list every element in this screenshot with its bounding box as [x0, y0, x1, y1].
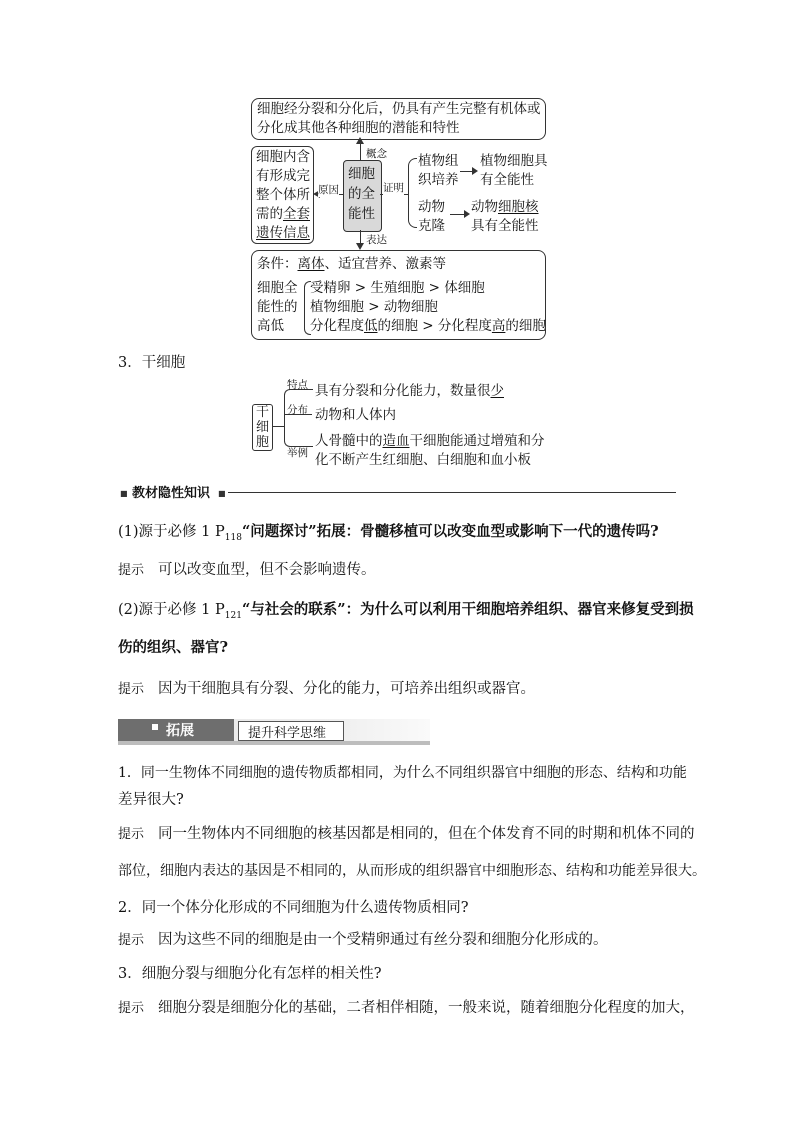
- ext-a3-text: 细胞分裂是细胞分化的基础，二者相伴相随，一般来说，随着细胞分化程度的加大，: [158, 1000, 695, 1016]
- reason-box: [251, 146, 314, 244]
- dots-right-icon: ■: [218, 489, 226, 498]
- ext-q2: 2．同一个体分化形成的不同细胞为什么遗传物质相同?: [118, 900, 469, 916]
- label-example: 举例: [287, 447, 308, 459]
- subtitle-label: 提升科学思维: [248, 726, 327, 741]
- subtitle-box: [238, 721, 344, 741]
- condition-label: 条件：: [257, 256, 298, 272]
- label-feature: 特点: [287, 379, 308, 391]
- few-underlined: 少: [490, 383, 504, 399]
- reason-line: 需的全套: [256, 206, 310, 222]
- section-header: 教材隐性知识: [132, 486, 211, 501]
- definition-line-1: 细胞经分裂和分化后，仍具有产生完整有机体或: [257, 101, 541, 117]
- ext-a1-text: 同一生物体内不同细胞的核基因都是相同的，但在个体发育不同的时期和机体不同的: [158, 826, 695, 842]
- definition-box: [251, 98, 546, 140]
- low-underlined: 低: [364, 318, 378, 334]
- q1-page: 118: [224, 532, 242, 543]
- distribution-text: 动物和人体内: [315, 407, 396, 423]
- hint-label: 提示: [118, 1001, 145, 1016]
- reason-line: 整个体所: [256, 187, 310, 203]
- level-line-2: 植物细胞 > 动物细胞: [310, 299, 438, 315]
- level-line-3: [310, 317, 546, 336]
- feature-part: 具有分裂和分化能力，数量很: [315, 383, 491, 399]
- condition-rest: 、适宜营养、激素等: [324, 256, 446, 272]
- hint-label: 提示: [118, 682, 145, 697]
- reason-line: 有形成完: [256, 168, 310, 184]
- root-char: 细: [256, 420, 270, 435]
- hint-label: 提示: [118, 563, 145, 578]
- arrow-down-icon: [356, 243, 364, 250]
- hint-label: 提示: [118, 827, 145, 842]
- section-title-stem-cell: 3．干细胞: [118, 355, 186, 371]
- stem-cell-root-box: [252, 404, 273, 451]
- level3-part: 分化程度: [310, 318, 364, 334]
- hidden-q1: [118, 520, 659, 543]
- a2-text: 因为干细胞具有分裂、分化的能力，可培养出组织或器官。: [158, 681, 536, 697]
- definition-line-2: 分化成其他各种细胞的潜能和特性: [257, 120, 460, 136]
- hint-label: 提示: [118, 933, 145, 948]
- ext-q3: 3．细胞分裂与细胞分化有怎样的相关性?: [118, 966, 382, 982]
- ext-a3: [118, 996, 695, 1017]
- arrow-right-icon: [472, 167, 478, 175]
- ext-a2-text: 因为这些不同的细胞是由一个受精卵通过有丝分裂和细胞分化形成的。: [158, 932, 608, 948]
- condition-line: [257, 255, 446, 274]
- brace-proof: [408, 158, 417, 228]
- dots-left-icon: ■: [120, 489, 129, 498]
- q2-prefix: (2)源于必修 1 P: [118, 602, 225, 618]
- ext-a2: [118, 928, 608, 949]
- label-reason: 原因: [318, 184, 339, 196]
- feature-text: [315, 382, 504, 401]
- q1-text: “问题探讨”拓展：骨髓移植可以改变血型或影响下一代的遗传吗?: [241, 523, 659, 540]
- label-concept: 概念: [366, 148, 387, 160]
- q2-page: 121: [224, 610, 242, 621]
- root-char: 干: [256, 405, 270, 420]
- example-line-1: 人骨髓中的造血干细胞能通过增殖和分: [315, 433, 545, 449]
- animal-result-line: 具有全能性: [471, 218, 539, 234]
- extension-badge: [118, 719, 234, 741]
- hidden-a1: [118, 558, 376, 579]
- hidden-q2: [118, 598, 694, 621]
- brace-stem-cell: [284, 389, 313, 447]
- banner-underline: [118, 741, 430, 745]
- animal-result-line: 动物细胞核: [471, 199, 539, 215]
- arrow-up-icon: [356, 137, 364, 144]
- animal-source-line: 克隆: [418, 218, 445, 234]
- plant-source-line: 植物组: [418, 153, 459, 169]
- center-line: 的全: [348, 186, 375, 202]
- label-express: 表达: [366, 234, 387, 246]
- hidden-q2-cont: 伤的组织、器官?: [118, 639, 228, 656]
- root-char: 胞: [256, 435, 270, 450]
- hematopoietic-underlined: 造血: [382, 433, 410, 449]
- isolated-underlined: 离体: [297, 256, 325, 272]
- ext-a1-line1: [118, 822, 695, 843]
- badge-label: 拓展: [166, 723, 194, 739]
- level-label-line: 细胞全: [257, 280, 298, 296]
- center-line: 能性: [348, 206, 375, 222]
- example-line-2: 化不断产生红细胞、白细胞和血小板: [315, 452, 531, 468]
- level-label-line: 能性的: [257, 299, 298, 315]
- center-totipotency-box: [343, 160, 382, 232]
- arrow-right-icon: [464, 210, 470, 218]
- q2-text: “与社会的联系”：为什么可以利用干细胞培养组织、器官来修复受到损: [241, 601, 694, 618]
- animal-source-line: 动物: [418, 199, 445, 215]
- level-label-line: 高低: [257, 318, 284, 334]
- level3-part: 的细胞 > 分化程度: [377, 318, 492, 334]
- ext-q1-line1: 1．同一生物体不同细胞的遗传物质都相同，为什么不同组织器官中细胞的形态、结构和功能: [118, 765, 687, 781]
- hidden-a2: [118, 677, 535, 698]
- level-line-1: 受精卵 > 生殖细胞 > 体细胞: [310, 280, 485, 296]
- plant-result-line: 植物细胞具: [480, 153, 548, 169]
- reason-line: 细胞内含: [256, 149, 310, 165]
- expression-box: [251, 250, 546, 340]
- nucleus-underlined: 细胞核: [498, 199, 539, 215]
- ext-q1-line2: 差异很大?: [118, 792, 184, 808]
- full-set-underlined: 全套: [283, 206, 310, 222]
- ext-a1-line2: 部位，细胞内表达的基因是不相同的，从而形成的组织器官中细胞形态、结构和功能差异很大。: [118, 863, 706, 879]
- label-proof: 证明: [383, 182, 404, 194]
- a1-text: 可以改变血型，但不会影响遗传。: [158, 562, 376, 578]
- plant-source-line: 织培养: [418, 172, 459, 188]
- high-underlined: 高: [491, 318, 506, 334]
- square-icon: [152, 724, 158, 730]
- reason-line-underlined: 遗传信息: [256, 225, 310, 241]
- q1-prefix: (1)源于必修 1 P: [118, 524, 225, 540]
- level3-part: 的细胞: [505, 318, 546, 334]
- plant-result-line: 有全能性: [480, 172, 534, 188]
- label-distribution: 分布: [287, 404, 308, 416]
- center-line: 细胞: [348, 166, 375, 182]
